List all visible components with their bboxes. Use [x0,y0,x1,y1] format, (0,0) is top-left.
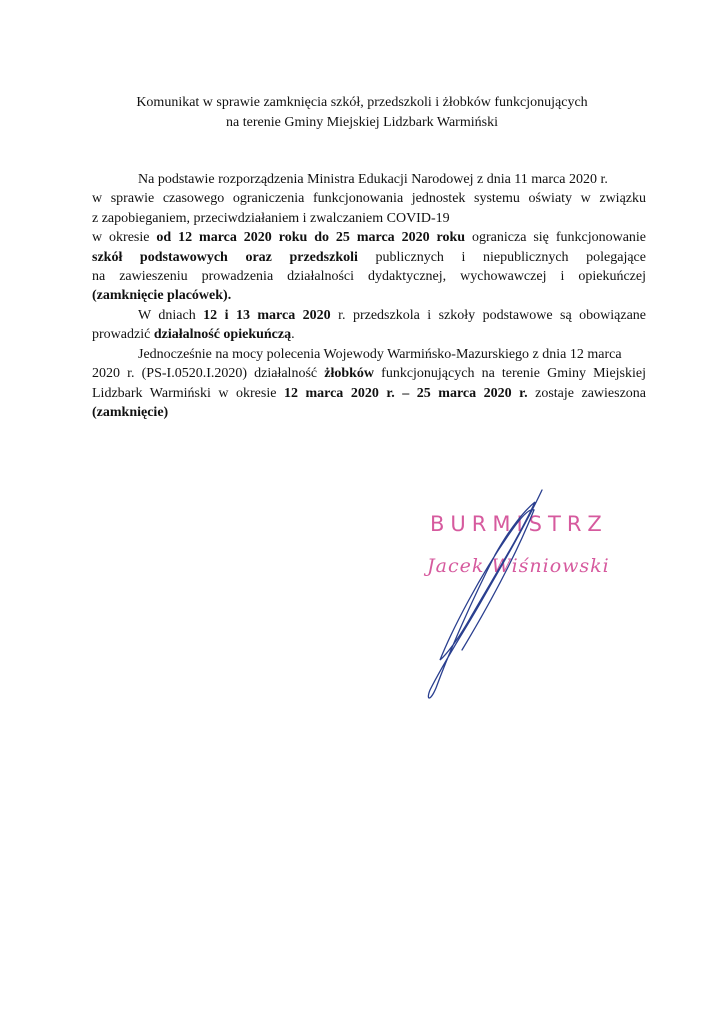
p1-schools-bold: szkół podstawowych oraz przedszkoli [92,249,358,265]
paragraph-2 [92,345,646,423]
p1-line-4 [92,228,646,247]
p1-line-6: na zawieszeniu prowadzenia działalności dydaktycznej, wychowawczej i opiekuńczej [92,269,646,285]
p1-line-2: w sprawie czasowego ograniczenia funkcjonowania jednostek systemu oświaty w związku [92,191,646,207]
p1-line-8-c: r. przedszkola i szkoły podstawowe są obowiązane [330,307,646,323]
p1-line-9-a: prowadzić [92,327,154,343]
p1-line-7 [92,286,646,305]
p2-line-2-a: 2020 r. (PS-I.0520.I.2020) działalność [92,366,325,382]
p2-nurseries-bold: żłobków [324,366,375,382]
p1-line-5-b: publicznych i niepublicznych polegające [357,249,646,265]
signature-graphic [400,480,620,710]
p1-line-8-a: W dniach [138,307,204,323]
p2-line-3-a: Lidzbark Warmiński w okresie [92,385,284,401]
p2-line-3 [92,384,646,403]
p1-line-3: z zapobieganiem, przeciwdziałaniem i zwalczaniem COVID-19 [92,210,450,226]
title-line-2: na terenie Gminy Miejskiej Lidzbark Warmiński [226,115,498,130]
p1-line-1: Na podstawie rozporządzenia Ministra Edukacji Narodowej z dnia 11 marca 2020 r. [138,172,608,187]
paragraph-1 [92,170,646,345]
p2-closure-bold: (zamknięcie) [92,405,169,421]
title-line-1: Komunikat w sprawie zamknięcia szkół, przedszkoli i żłobków funkcjonujących [136,95,588,110]
p2-line-3-c: zostaje zawieszona [527,385,647,401]
stamp-title: BURMISTRZ [430,512,608,536]
p1-line-4-c: ogranicza się funkcjonowanie [465,230,647,246]
p1-dates-bold: od 12 marca 2020 roku do 25 marca 2020 roku [156,230,466,246]
document-title [80,93,644,133]
p2-line-1: Jednocześnie na mocy polecenia Wojewody Warmińsko-Mazurskiego z dnia 12 marca [138,347,622,362]
p1-line-5 [92,248,646,267]
p2-line-4 [92,403,646,422]
p1-care-bold: działalność opiekuńczą [153,327,292,343]
p1-line-8 [92,306,646,325]
p2-line-2 [92,364,646,383]
signature-stroke [428,490,542,698]
stamp-name: Jacek Wiśniowski [427,555,610,577]
p1-days-bold: 12 i 13 marca 2020 [203,307,331,323]
p1-closure-bold: (zamknięcie placówek). [92,288,232,304]
p1-line-9-c: . [291,327,295,343]
p2-dates-bold: 12 marca 2020 r. – 25 marca 2020 r. [283,385,528,401]
p1-line-9 [92,325,646,344]
p1-line-4-a: w okresie [92,230,157,246]
p2-line-2-c: funkcjonujących na terenie Gminy Miejskiej [374,366,646,382]
